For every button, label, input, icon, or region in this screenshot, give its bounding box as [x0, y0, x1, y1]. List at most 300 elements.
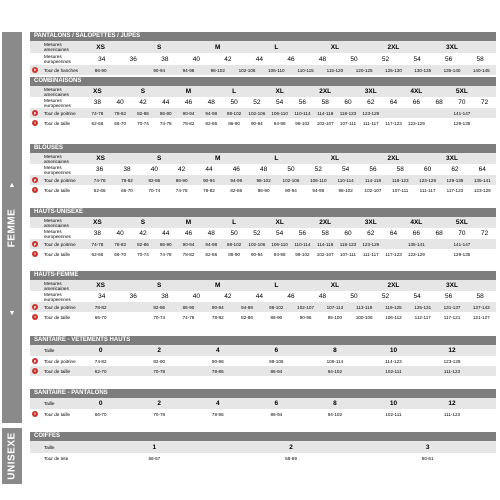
table-cell: 78-82	[114, 110, 127, 116]
table-cell: 86-90	[270, 314, 283, 320]
table-cell: XL	[330, 282, 340, 289]
table-cell: 12	[448, 400, 456, 407]
table-cell: 102-107	[316, 120, 334, 126]
measure-badge-icon: p	[33, 241, 37, 246]
table-cell: 90-98	[211, 358, 224, 364]
table-cell: 135-140	[443, 67, 461, 73]
table-cell: 90-94	[250, 251, 263, 257]
table-cell: 2XL	[387, 282, 400, 289]
measure-badge-icon: t	[32, 251, 38, 257]
table-cell: 98-102	[256, 177, 271, 183]
table-cell: 74-78	[175, 187, 188, 193]
row-label: Mesures americaines	[44, 153, 69, 164]
size-section	[30, 77, 496, 128]
table-cell: S	[157, 282, 162, 289]
table-cell: 98-102	[226, 110, 242, 116]
table-cell: 48	[318, 293, 327, 300]
table-cell: 110-114	[294, 110, 311, 116]
row-label: Mesures americaines	[44, 280, 69, 291]
table-cell: 70	[458, 99, 466, 106]
table-cell: M	[215, 43, 221, 51]
table-cell: 82-86	[205, 120, 218, 126]
table-cell: 129-135	[446, 177, 464, 183]
table-cell: 40	[116, 230, 124, 237]
measure-badge-icon: t	[32, 314, 38, 320]
table-cell: 106-110	[310, 177, 327, 183]
section-title: BLOUSES	[30, 144, 496, 153]
table-cell: L	[232, 88, 237, 95]
table-cell: 86-90	[94, 67, 107, 73]
table-row	[30, 53, 496, 65]
section-title: COMBINAISONS	[30, 77, 496, 86]
table-cell: XS	[96, 282, 105, 289]
table-cell: 86-94	[270, 411, 283, 417]
size-section	[30, 336, 496, 376]
table-cell: 129-135	[453, 251, 471, 257]
table-cell: 58	[476, 55, 484, 63]
table-cell: 95-100	[327, 314, 343, 320]
table-cell: 86-90	[159, 110, 172, 116]
table-cell: XS	[93, 88, 102, 95]
table-row	[30, 41, 496, 53]
table-cell: 52	[314, 166, 322, 173]
table-cell: 42	[139, 230, 147, 237]
table-cell: 50	[287, 166, 295, 173]
table-cell: XS	[93, 219, 102, 226]
table-cell: 94-102	[327, 368, 343, 374]
table-cell: 102-106	[238, 67, 256, 73]
table-cell: 66-70	[121, 187, 133, 193]
table-row	[30, 280, 496, 291]
table-cell: 46	[287, 293, 295, 300]
table-cell: 82-86	[148, 177, 161, 183]
table-row	[30, 356, 496, 366]
table-cell: 119-125	[385, 304, 402, 310]
table-cell: 117-123	[446, 187, 464, 193]
table-cell: 1	[152, 443, 157, 451]
table-cell: 10	[389, 347, 398, 354]
measure-badge-icon: p	[33, 110, 37, 115]
row-label: Mesures americaines	[44, 86, 69, 97]
table-cell: 123-129	[407, 251, 425, 257]
table-cell: S	[140, 88, 146, 95]
table-cell: XL	[330, 155, 340, 162]
table-cell: 86-90	[228, 120, 240, 126]
table-cell: 82-86	[137, 241, 149, 247]
table-cell: 50	[230, 230, 238, 237]
table-cell: 117-123	[385, 251, 402, 257]
table-cell: 36	[129, 293, 137, 300]
table-cell: 72	[481, 230, 489, 237]
size-section	[30, 389, 496, 419]
table-cell: 44	[162, 99, 170, 106]
table-cell: 141-147	[453, 110, 471, 116]
table-cell: 125-130	[385, 67, 402, 73]
table-cell: 140-145	[472, 67, 490, 73]
table-cell: 74-82	[94, 358, 107, 364]
row-label: Tour de poitrine	[44, 358, 76, 364]
table-cell: 50	[350, 293, 358, 300]
table-row	[30, 175, 496, 185]
row-label: Taille	[44, 401, 55, 406]
table-cell: 94-98	[205, 241, 218, 247]
table-cell: 42	[224, 55, 232, 63]
table-cell: 107-111	[339, 251, 357, 257]
table-cell: 70	[458, 230, 466, 237]
table-cell: 38	[93, 99, 101, 106]
table-cell: 38	[161, 55, 169, 63]
table-cell: 46	[232, 166, 240, 173]
table-cell: 62	[451, 166, 459, 173]
table-cell: 44	[205, 166, 213, 173]
table-row	[30, 302, 496, 312]
table-cell: 90-94	[182, 241, 195, 247]
table-cell: M	[185, 88, 192, 95]
table-cell: 123-129	[419, 177, 437, 183]
table-cell: 6	[274, 347, 279, 354]
table-cell: 60	[423, 166, 432, 173]
table-cell: 5XL	[455, 219, 468, 226]
table-cell: 111-117	[419, 187, 436, 193]
table-cell: 66-70	[94, 314, 107, 320]
table-cell: 66	[412, 230, 420, 237]
table-cell: 118-123	[339, 110, 357, 116]
table-cell: 42	[224, 293, 232, 300]
row-label: Tour de taille	[44, 251, 71, 257]
table-cell: 3XL	[446, 43, 458, 51]
row-label: Tour de poitrine	[44, 177, 76, 183]
table-cell: XS	[96, 155, 105, 162]
table-cell: 54	[276, 99, 284, 106]
table-cell: 52	[381, 55, 390, 63]
table-row	[30, 97, 496, 108]
table-cell: 125-131	[414, 304, 432, 310]
table-cell: 64	[389, 99, 398, 106]
table-row	[30, 441, 496, 453]
table-row	[30, 409, 496, 419]
table-cell: 4	[215, 347, 220, 354]
table-cell: 8	[333, 347, 337, 354]
table-cell: 131-137	[443, 304, 461, 310]
table-cell: 46	[184, 99, 193, 106]
section-title: SANITAIRE - PANTALONS	[30, 389, 496, 398]
table-cell: 117-123	[385, 120, 402, 126]
table-cell: 117-121	[443, 314, 461, 320]
row-label: Mesures europeennes	[44, 291, 71, 302]
table-cell: 121-127	[472, 314, 490, 320]
table-cell: 102-111	[385, 411, 402, 417]
table-cell: 54	[276, 230, 284, 237]
table-cell: 56	[298, 230, 307, 237]
row-label: Tour de taille	[44, 411, 71, 417]
measure-badge-icon: p	[33, 358, 37, 363]
table-cell: 78-82	[211, 314, 224, 320]
table-cell: 3XL	[364, 219, 377, 226]
table-cell: 123-129	[362, 110, 380, 116]
table-cell: 70-78	[153, 368, 166, 374]
table-row	[30, 345, 496, 356]
table-cell: 2XL	[319, 219, 332, 226]
table-cell: 106-114	[326, 358, 344, 364]
table-cell: 5XL	[455, 88, 468, 95]
table-cell: 44	[255, 293, 264, 300]
table-cell: 54	[413, 293, 421, 300]
table-cell: 38	[93, 230, 101, 237]
table-cell: 46	[184, 230, 193, 237]
table-cell: 48	[207, 230, 215, 237]
table-cell: 94-98	[230, 177, 243, 183]
table-cell: 36	[129, 55, 137, 63]
table-cell: 98-106	[269, 358, 284, 364]
table-cell: 74-78	[91, 241, 104, 247]
table-cell: 40	[192, 55, 200, 63]
table-cell: 36	[96, 166, 104, 173]
table-cell: 100-106	[355, 314, 373, 320]
table-cell: 110-115	[297, 67, 314, 73]
table-cell: 115-120	[326, 67, 344, 73]
table-cell: 135-141	[473, 177, 491, 183]
table-cell: 118-123	[392, 177, 409, 183]
table-cell: 62-66	[91, 251, 104, 257]
table-cell: 74-78	[91, 110, 104, 116]
table-cell: 0	[98, 347, 103, 354]
table-cell: 34	[98, 293, 106, 300]
table-cell: 78-82	[182, 251, 195, 257]
table-cell: 56	[298, 99, 307, 106]
table-cell: 86-90	[257, 187, 270, 193]
table-cell: 90-95	[299, 314, 312, 320]
table-cell: 113-119	[356, 304, 373, 310]
table-row	[30, 249, 496, 259]
table-cell: 52	[253, 99, 261, 106]
table-cell: 86-90	[182, 304, 195, 310]
table-cell: 94-98	[205, 110, 218, 116]
table-cell: 82-86	[153, 304, 166, 310]
table-cell: 82-90	[153, 358, 166, 364]
table-cell: 118-123	[339, 241, 357, 247]
measure-badge-icon: t	[32, 411, 38, 417]
size-section	[30, 271, 496, 322]
table-cell: 4XL	[410, 88, 423, 95]
table-cell: 2	[157, 400, 162, 407]
table-cell: XL	[275, 88, 284, 95]
table-cell: 106-112	[385, 314, 402, 320]
table-cell: 114-118	[317, 110, 334, 116]
table-cell: L	[274, 155, 279, 162]
arrow-up-icon: ▲	[8, 182, 16, 189]
table-cell: 34	[98, 55, 106, 63]
table-cell: 0	[98, 400, 103, 407]
table-cell: 58	[476, 293, 484, 300]
femme-side-bar	[2, 32, 22, 423]
table-cell: 58	[321, 230, 329, 237]
table-cell: 56-57	[148, 456, 161, 461]
table-cell: 48	[260, 166, 268, 173]
table-row	[30, 398, 496, 409]
table-cell: 94-98	[182, 67, 195, 73]
table-cell: 70-74	[137, 120, 149, 126]
table-cell: 56	[444, 293, 453, 300]
row-label: Mesures europeennes	[44, 97, 71, 108]
table-cell: 78-86	[211, 368, 224, 374]
table-cell: 62-66	[93, 187, 106, 193]
section-title: HAUTS-UNISEXE	[30, 208, 496, 217]
row-label: Mesures americaines	[44, 42, 69, 52]
row-label: Mesures europeennes	[44, 54, 71, 64]
table-cell: 58-59	[285, 456, 297, 461]
table-cell: 114-118	[364, 177, 382, 183]
section-title: PANTALONS / SALOPETTES / JUPES	[30, 32, 496, 41]
table-cell: 60	[344, 230, 352, 237]
table-cell: L	[274, 43, 279, 51]
table-cell: 56	[444, 55, 453, 63]
table-cell: 50	[230, 99, 238, 106]
table-cell: 123-129	[407, 120, 425, 126]
table-cell: 38	[161, 293, 169, 300]
table-cell: 110-114	[337, 177, 354, 183]
table-cell: 110-114	[294, 241, 311, 247]
table-cell: M	[185, 219, 192, 226]
table-cell: 98-102	[338, 187, 353, 193]
row-label: Mesures europeennes	[44, 164, 71, 175]
table-cell: 102-107	[364, 187, 382, 193]
table-row	[30, 118, 496, 128]
table-cell: 102-107	[316, 251, 334, 257]
table-cell: 46	[287, 55, 295, 63]
table-cell: 70-74	[137, 251, 149, 257]
table-cell: 3XL	[446, 282, 458, 289]
table-cell: 111-117	[362, 120, 379, 126]
table-cell: 62	[367, 230, 375, 237]
table-cell: 66-70	[94, 411, 107, 417]
table-cell: 130-135	[414, 67, 432, 73]
row-label: Tour de taille	[44, 120, 71, 126]
table-cell: S	[157, 43, 162, 51]
row-label: Taille	[44, 348, 55, 353]
table-cell: 60	[344, 99, 352, 106]
table-cell: 111-123	[443, 411, 461, 417]
row-label: Tour de taille	[44, 187, 71, 193]
table-cell: 98-102	[295, 120, 310, 126]
table-cell: 52	[381, 293, 390, 300]
table-cell: 94-102	[327, 411, 343, 417]
table-cell: 90-94	[182, 110, 195, 116]
table-row	[30, 453, 496, 464]
table-cell: 10	[389, 400, 398, 407]
table-cell: 70-74	[153, 314, 166, 320]
table-cell: 98-102	[210, 67, 225, 73]
table-cell: 141-147	[453, 241, 471, 247]
table-cell: 2	[157, 347, 162, 354]
table-cell: 66-70	[114, 120, 127, 126]
table-cell: 56	[369, 166, 377, 173]
measure-badge-icon: t	[32, 187, 38, 193]
table-cell: 82-86	[230, 187, 243, 193]
table-cell: 40	[150, 166, 158, 173]
table-cell: 78-82	[203, 187, 215, 193]
table-row	[30, 239, 496, 249]
table-cell: 48	[318, 55, 327, 63]
table-cell: XL	[275, 219, 284, 226]
table-cell: 78-82	[114, 241, 127, 247]
table-cell: 68	[435, 99, 443, 106]
table-cell: 90-94	[153, 67, 166, 73]
table-row	[30, 65, 496, 75]
measure-badge-icon: t	[32, 120, 38, 126]
size-section	[30, 32, 496, 75]
table-cell: 102-111	[385, 368, 402, 374]
table-cell: L	[232, 219, 237, 226]
row-label: Tour de hanches	[44, 67, 78, 73]
table-cell: 38	[123, 166, 131, 173]
table-cell: 42	[178, 166, 186, 173]
unisexe-side-bar	[2, 428, 22, 484]
table-cell: 2XL	[319, 88, 332, 95]
table-cell: S	[157, 155, 162, 162]
table-row	[30, 228, 496, 239]
arrow-down-icon: ▼	[8, 310, 16, 317]
measure-badge-icon: p	[33, 177, 37, 182]
row-label: Tour de poitrine	[44, 241, 76, 247]
table-cell: 112-117	[414, 314, 431, 320]
section-title: COIFFES	[30, 432, 496, 441]
table-cell: M	[215, 155, 221, 162]
section-title: HAUTS-FEMME	[30, 271, 496, 280]
table-row	[30, 312, 496, 322]
section-title: SANITAIRE - VETEMENTS HAUTS	[30, 336, 496, 345]
table-cell: 64	[478, 166, 486, 173]
table-cell: 64	[389, 230, 398, 237]
table-cell: 74-78	[159, 251, 172, 257]
table-cell: 50	[350, 55, 358, 63]
table-cell: 114-118	[317, 241, 334, 247]
table-cell: 52	[253, 230, 261, 237]
table-cell: 102-106	[248, 110, 266, 116]
measure-badge-icon: h	[33, 67, 37, 72]
table-cell: 74-78	[182, 314, 195, 320]
table-cell: 62	[367, 99, 375, 106]
table-cell: XS	[96, 43, 105, 51]
table-cell: 98-102	[295, 251, 310, 257]
table-cell: 74-78	[159, 120, 172, 126]
table-cell: 44	[255, 55, 264, 63]
table-cell: 111-117	[362, 251, 379, 257]
size-section	[30, 208, 496, 259]
table-cell: 86-94	[270, 368, 283, 374]
table-cell: 114-123	[385, 358, 402, 364]
table-cell: 3XL	[446, 155, 458, 162]
table-cell: 102-106	[282, 177, 300, 183]
table-cell: 120-125	[355, 67, 373, 73]
table-cell: 2XL	[387, 155, 400, 162]
table-cell: 40	[192, 293, 200, 300]
table-row	[30, 291, 496, 302]
table-cell: 66	[412, 99, 420, 106]
table-cell: 8	[333, 400, 337, 407]
femme-label: FEMME	[6, 208, 18, 247]
table-cell: 129-135	[453, 120, 471, 126]
table-cell: 58	[321, 99, 329, 106]
table-cell: 78-82	[94, 304, 107, 310]
table-cell: 86-90	[159, 241, 172, 247]
table-cell: 111-123	[443, 368, 461, 374]
table-cell: 90-94	[285, 187, 297, 193]
table-cell: 94-98	[273, 251, 286, 257]
table-cell: 106-110	[271, 110, 288, 116]
table-cell: 6	[274, 400, 279, 407]
table-cell: 123-129	[473, 187, 491, 193]
row-label: Tour de poitrine	[44, 304, 76, 310]
